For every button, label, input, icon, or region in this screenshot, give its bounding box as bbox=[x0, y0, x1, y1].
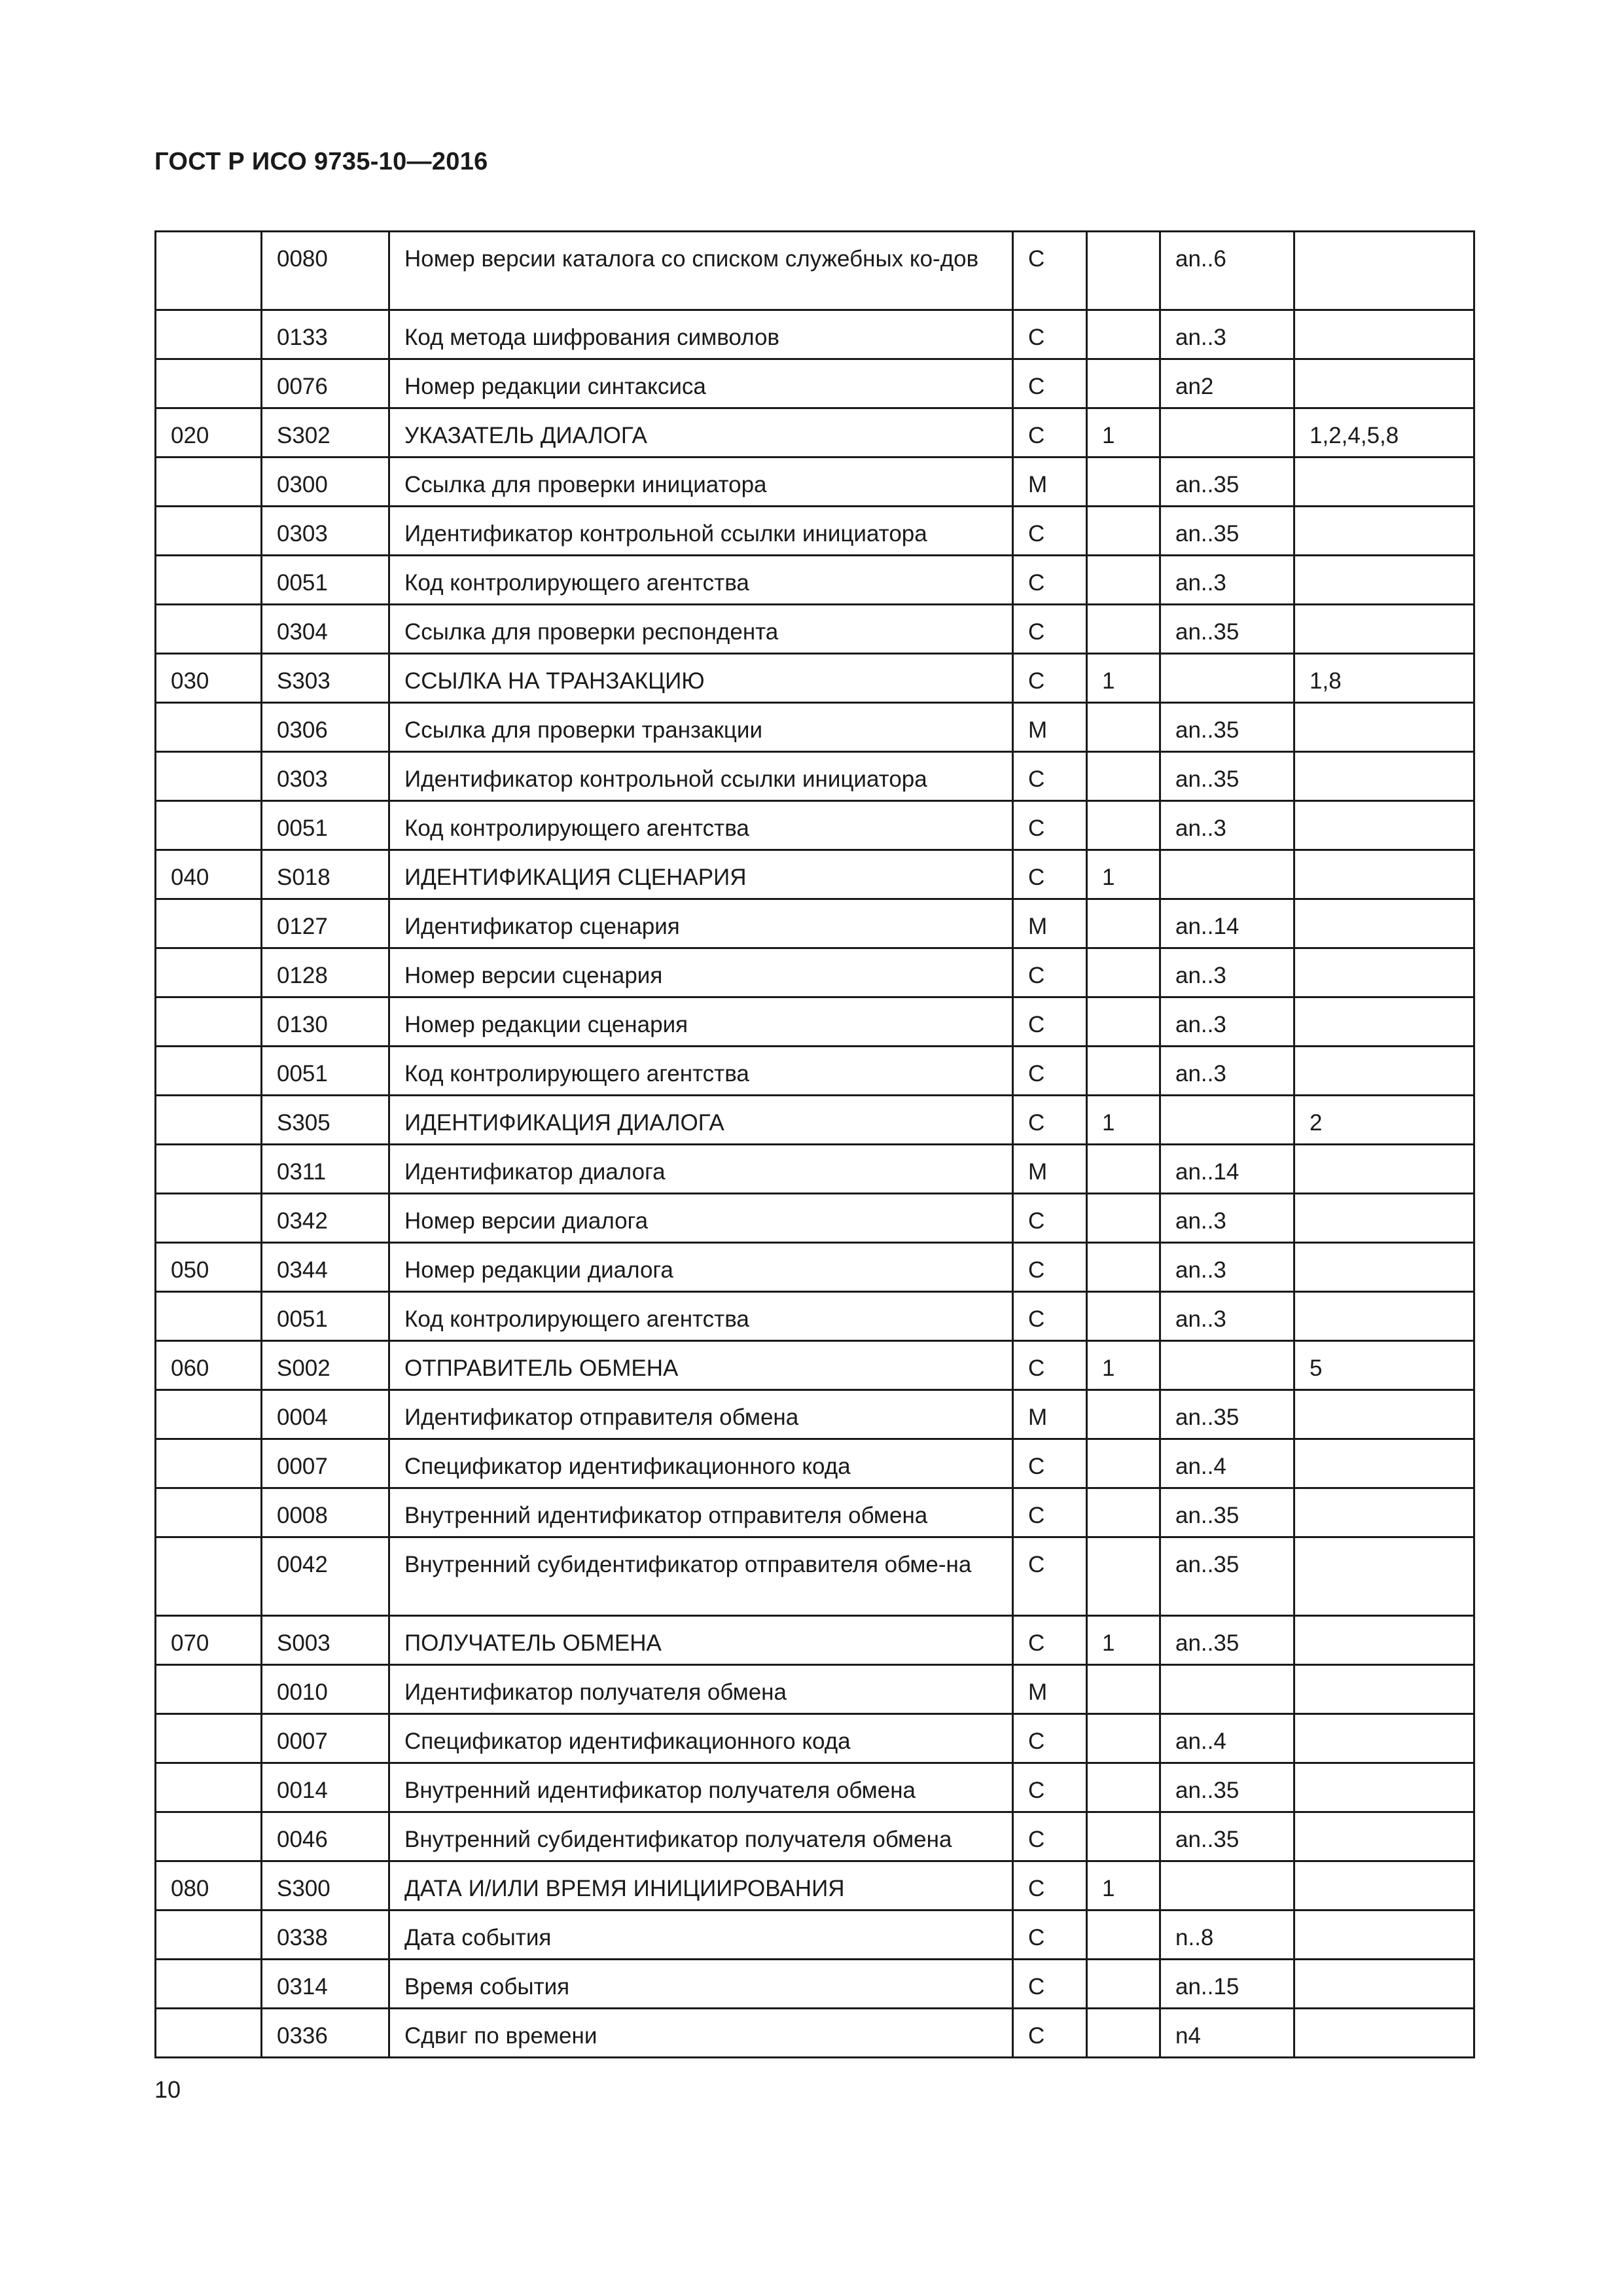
representation-cell bbox=[1160, 1341, 1294, 1390]
table-row bbox=[156, 1616, 1474, 1665]
position-cell: 040 bbox=[156, 850, 262, 899]
repetition-cell bbox=[1087, 1194, 1160, 1243]
status-cell: C bbox=[1013, 1616, 1087, 1665]
name-cell: Номер редакции сценария bbox=[389, 997, 1013, 1047]
tag-cell: S305 bbox=[262, 1096, 389, 1145]
status-cell: C bbox=[1013, 1714, 1087, 1763]
name-cell: Номер версии сценария bbox=[389, 948, 1013, 997]
notes-cell bbox=[1294, 1390, 1474, 1439]
notes-cell bbox=[1294, 1861, 1474, 1910]
name-cell: Код контролирующего агентства bbox=[389, 801, 1013, 850]
tag-cell: 0051 bbox=[262, 1047, 389, 1096]
notes-cell: 5 bbox=[1294, 1341, 1474, 1390]
repetition-cell bbox=[1087, 310, 1160, 359]
tag-cell: 0303 bbox=[262, 752, 389, 801]
status-cell: C bbox=[1013, 1047, 1087, 1096]
repetition-cell bbox=[1087, 2009, 1160, 2058]
status-cell: C bbox=[1013, 1910, 1087, 1960]
table-row bbox=[156, 1960, 1474, 2009]
notes-cell bbox=[1294, 1439, 1474, 1488]
notes-cell bbox=[1294, 1488, 1474, 1537]
tag-cell: S003 bbox=[262, 1616, 389, 1665]
repetition-cell bbox=[1087, 997, 1160, 1047]
name-cell: Ссылка для проверки инициатора bbox=[389, 457, 1013, 507]
position-cell bbox=[156, 1145, 262, 1194]
notes-cell bbox=[1294, 457, 1474, 507]
repetition-cell bbox=[1087, 899, 1160, 948]
notes-cell bbox=[1294, 1243, 1474, 1292]
position-cell: 050 bbox=[156, 1243, 262, 1292]
table-row bbox=[156, 1714, 1474, 1763]
repetition-cell: 1 bbox=[1087, 850, 1160, 899]
notes-cell bbox=[1294, 1910, 1474, 1960]
repetition-cell bbox=[1087, 1047, 1160, 1096]
status-cell: M bbox=[1013, 1390, 1087, 1439]
tag-cell: 0306 bbox=[262, 703, 389, 752]
position-cell bbox=[156, 1763, 262, 1812]
table-row bbox=[156, 1292, 1474, 1341]
tag-cell: S303 bbox=[262, 654, 389, 703]
position-cell: 080 bbox=[156, 1861, 262, 1910]
representation-cell: an..3 bbox=[1160, 801, 1294, 850]
tag-cell: 0338 bbox=[262, 1910, 389, 1960]
position-cell bbox=[156, 1194, 262, 1243]
tag-cell: S300 bbox=[262, 1861, 389, 1910]
notes-cell bbox=[1294, 2009, 1474, 2058]
table-row bbox=[156, 507, 1474, 556]
name-cell: Внутренний идентификатор отправителя обмена bbox=[389, 1488, 1013, 1537]
status-cell: C bbox=[1013, 310, 1087, 359]
position-cell: 020 bbox=[156, 408, 262, 457]
table-row bbox=[156, 1390, 1474, 1439]
tag-cell: 0051 bbox=[262, 1292, 389, 1341]
repetition-cell: 1 bbox=[1087, 1616, 1160, 1665]
position-cell bbox=[156, 1537, 262, 1616]
position-cell: 030 bbox=[156, 654, 262, 703]
notes-cell bbox=[1294, 948, 1474, 997]
representation-cell: an..35 bbox=[1160, 1812, 1294, 1861]
tag-cell: 0007 bbox=[262, 1714, 389, 1763]
name-cell: Номер редакции синтаксиса bbox=[389, 359, 1013, 408]
status-cell: C bbox=[1013, 507, 1087, 556]
position-cell bbox=[156, 457, 262, 507]
repetition-cell bbox=[1087, 359, 1160, 408]
representation-cell bbox=[1160, 408, 1294, 457]
representation-cell: an..3 bbox=[1160, 997, 1294, 1047]
table-row bbox=[156, 556, 1474, 605]
name-cell: Код контролирующего агентства bbox=[389, 1292, 1013, 1341]
status-cell: C bbox=[1013, 556, 1087, 605]
notes-cell bbox=[1294, 801, 1474, 850]
position-cell bbox=[156, 1390, 262, 1439]
name-cell: Внутренний субидентификатор получателя обмена bbox=[389, 1812, 1013, 1861]
notes-cell bbox=[1294, 359, 1474, 408]
table-row bbox=[156, 1488, 1474, 1537]
tag-cell: 0004 bbox=[262, 1390, 389, 1439]
tag-cell: 0128 bbox=[262, 948, 389, 997]
tag-cell: 0080 bbox=[262, 232, 389, 310]
tag-cell: 0008 bbox=[262, 1488, 389, 1537]
table-row bbox=[156, 1861, 1474, 1910]
notes-cell: 1,8 bbox=[1294, 654, 1474, 703]
position-cell bbox=[156, 1910, 262, 1960]
table-row bbox=[156, 1243, 1474, 1292]
status-cell: C bbox=[1013, 801, 1087, 850]
representation-cell bbox=[1160, 1665, 1294, 1714]
position-cell bbox=[156, 232, 262, 310]
name-cell: УКАЗАТЕЛЬ ДИАЛОГА bbox=[389, 408, 1013, 457]
representation-cell: an..14 bbox=[1160, 899, 1294, 948]
name-cell: Внутренний идентификатор получателя обмена bbox=[389, 1763, 1013, 1812]
name-cell: Номер версии диалога bbox=[389, 1194, 1013, 1243]
representation-cell: an..3 bbox=[1160, 1047, 1294, 1096]
notes-cell bbox=[1294, 1616, 1474, 1665]
table-row bbox=[156, 703, 1474, 752]
status-cell: M bbox=[1013, 457, 1087, 507]
representation-cell bbox=[1160, 850, 1294, 899]
position-cell bbox=[156, 1096, 262, 1145]
table-row bbox=[156, 801, 1474, 850]
tag-cell: 0007 bbox=[262, 1439, 389, 1488]
position-cell bbox=[156, 507, 262, 556]
status-cell: M bbox=[1013, 1665, 1087, 1714]
representation-cell: an..3 bbox=[1160, 1292, 1294, 1341]
repetition-cell: 1 bbox=[1087, 1861, 1160, 1910]
notes-cell bbox=[1294, 310, 1474, 359]
name-cell: Идентификатор получателя обмена bbox=[389, 1665, 1013, 1714]
notes-cell bbox=[1294, 1145, 1474, 1194]
table-row bbox=[156, 997, 1474, 1047]
position-cell bbox=[156, 605, 262, 654]
status-cell: C bbox=[1013, 1292, 1087, 1341]
name-cell: Идентификатор сценария bbox=[389, 899, 1013, 948]
repetition-cell bbox=[1087, 457, 1160, 507]
name-cell: ССЫЛКА НА ТРАНЗАКЦИЮ bbox=[389, 654, 1013, 703]
notes-cell bbox=[1294, 1537, 1474, 1616]
status-cell: C bbox=[1013, 605, 1087, 654]
name-cell: Код контролирующего агентства bbox=[389, 556, 1013, 605]
table-row bbox=[156, 752, 1474, 801]
tag-cell: 0304 bbox=[262, 605, 389, 654]
tag-cell: 0342 bbox=[262, 1194, 389, 1243]
tag-cell: 0300 bbox=[262, 457, 389, 507]
status-cell: C bbox=[1013, 1861, 1087, 1910]
representation-cell: an..3 bbox=[1160, 556, 1294, 605]
tag-cell: 0046 bbox=[262, 1812, 389, 1861]
status-cell: C bbox=[1013, 1763, 1087, 1812]
position-cell bbox=[156, 1812, 262, 1861]
notes-cell bbox=[1294, 605, 1474, 654]
notes-cell bbox=[1294, 1194, 1474, 1243]
table-row bbox=[156, 232, 1474, 310]
repetition-cell bbox=[1087, 948, 1160, 997]
representation-cell bbox=[1160, 1096, 1294, 1145]
tag-cell: 0014 bbox=[262, 1763, 389, 1812]
notes-cell bbox=[1294, 850, 1474, 899]
tag-cell: S302 bbox=[262, 408, 389, 457]
status-cell: C bbox=[1013, 1194, 1087, 1243]
table-row bbox=[156, 1145, 1474, 1194]
repetition-cell bbox=[1087, 703, 1160, 752]
representation-cell: an..4 bbox=[1160, 1439, 1294, 1488]
tag-cell: S018 bbox=[262, 850, 389, 899]
name-cell: ИДЕНТИФИКАЦИЯ ДИАЛОГА bbox=[389, 1096, 1013, 1145]
table-row bbox=[156, 2009, 1474, 2058]
repetition-cell bbox=[1087, 1243, 1160, 1292]
name-cell: ПОЛУЧАТЕЛЬ ОБМЕНА bbox=[389, 1616, 1013, 1665]
tag-cell: 0127 bbox=[262, 899, 389, 948]
tag-cell: 0051 bbox=[262, 801, 389, 850]
notes-cell bbox=[1294, 703, 1474, 752]
status-cell: C bbox=[1013, 2009, 1087, 2058]
position-cell bbox=[156, 1488, 262, 1537]
tag-cell: 0051 bbox=[262, 556, 389, 605]
status-cell: C bbox=[1013, 1439, 1087, 1488]
tag-cell: 0133 bbox=[262, 310, 389, 359]
position-cell: 070 bbox=[156, 1616, 262, 1665]
table-row bbox=[156, 1439, 1474, 1488]
table-row bbox=[156, 1341, 1474, 1390]
representation-cell: an..35 bbox=[1160, 1488, 1294, 1537]
name-cell: Ссылка для проверки респондента bbox=[389, 605, 1013, 654]
name-cell: Идентификатор контрольной ссылки инициатора bbox=[389, 507, 1013, 556]
repetition-cell bbox=[1087, 1960, 1160, 2009]
repetition-cell bbox=[1087, 1910, 1160, 1960]
position-cell bbox=[156, 1714, 262, 1763]
status-cell: C bbox=[1013, 1488, 1087, 1537]
table-row bbox=[156, 457, 1474, 507]
tag-cell: 0130 bbox=[262, 997, 389, 1047]
status-cell: C bbox=[1013, 232, 1087, 310]
table-row bbox=[156, 1812, 1474, 1861]
tag-cell: 0076 bbox=[262, 359, 389, 408]
name-cell: Спецификатор идентификационного кода bbox=[389, 1714, 1013, 1763]
position-cell bbox=[156, 556, 262, 605]
status-cell: C bbox=[1013, 1243, 1087, 1292]
table-row bbox=[156, 359, 1474, 408]
status-cell: C bbox=[1013, 948, 1087, 997]
tag-cell: 0311 bbox=[262, 1145, 389, 1194]
status-cell: C bbox=[1013, 1341, 1087, 1390]
status-cell: C bbox=[1013, 1960, 1087, 2009]
name-cell: Номер редакции диалога bbox=[389, 1243, 1013, 1292]
notes-cell: 1,2,4,5,8 bbox=[1294, 408, 1474, 457]
position-cell bbox=[156, 703, 262, 752]
table-row bbox=[156, 1763, 1474, 1812]
repetition-cell bbox=[1087, 801, 1160, 850]
name-cell: Идентификатор контрольной ссылки инициатора bbox=[389, 752, 1013, 801]
representation-cell: an..35 bbox=[1160, 703, 1294, 752]
name-cell: Код контролирующего агентства bbox=[389, 1047, 1013, 1096]
position-cell bbox=[156, 948, 262, 997]
notes-cell bbox=[1294, 1665, 1474, 1714]
status-cell: C bbox=[1013, 408, 1087, 457]
table-row bbox=[156, 948, 1474, 997]
position-cell bbox=[156, 899, 262, 948]
name-cell: Номер версии каталога со списком служебных ко-дов bbox=[389, 232, 1013, 310]
notes-cell bbox=[1294, 1812, 1474, 1861]
status-cell: C bbox=[1013, 654, 1087, 703]
table-row bbox=[156, 1910, 1474, 1960]
position-cell bbox=[156, 1960, 262, 2009]
representation-cell: an..3 bbox=[1160, 310, 1294, 359]
position-cell bbox=[156, 359, 262, 408]
table-row bbox=[156, 850, 1474, 899]
tag-cell: 0344 bbox=[262, 1243, 389, 1292]
repetition-cell bbox=[1087, 1145, 1160, 1194]
notes-cell bbox=[1294, 997, 1474, 1047]
representation-cell: an..3 bbox=[1160, 1243, 1294, 1292]
position-cell bbox=[156, 2009, 262, 2058]
position-cell bbox=[156, 1047, 262, 1096]
repetition-cell bbox=[1087, 1390, 1160, 1439]
representation-cell: an..35 bbox=[1160, 457, 1294, 507]
status-cell: C bbox=[1013, 752, 1087, 801]
representation-cell: an..3 bbox=[1160, 948, 1294, 997]
notes-cell: 2 bbox=[1294, 1096, 1474, 1145]
representation-cell: an..35 bbox=[1160, 1616, 1294, 1665]
notes-cell bbox=[1294, 1763, 1474, 1812]
name-cell: Ссылка для проверки транзакции bbox=[389, 703, 1013, 752]
segment-data-element-table bbox=[154, 230, 1475, 2058]
notes-cell bbox=[1294, 752, 1474, 801]
name-cell: Внутренний субидентификатор отправителя обме-на bbox=[389, 1537, 1013, 1616]
status-cell: M bbox=[1013, 899, 1087, 948]
position-cell bbox=[156, 1665, 262, 1714]
notes-cell bbox=[1294, 232, 1474, 310]
repetition-cell: 1 bbox=[1087, 654, 1160, 703]
repetition-cell bbox=[1087, 1763, 1160, 1812]
representation-cell: an..35 bbox=[1160, 507, 1294, 556]
table-row bbox=[156, 408, 1474, 457]
representation-cell: an..35 bbox=[1160, 752, 1294, 801]
status-cell: C bbox=[1013, 997, 1087, 1047]
repetition-cell: 1 bbox=[1087, 408, 1160, 457]
repetition-cell bbox=[1087, 1488, 1160, 1537]
notes-cell bbox=[1294, 1960, 1474, 2009]
table-row bbox=[156, 1194, 1474, 1243]
notes-cell bbox=[1294, 1714, 1474, 1763]
representation-cell: an..4 bbox=[1160, 1714, 1294, 1763]
notes-cell bbox=[1294, 899, 1474, 948]
representation-cell: an..35 bbox=[1160, 1537, 1294, 1616]
table-row bbox=[156, 654, 1474, 703]
representation-cell: an..35 bbox=[1160, 1390, 1294, 1439]
name-cell: ДАТА И/ИЛИ ВРЕМЯ ИНИЦИИРОВАНИЯ bbox=[389, 1861, 1013, 1910]
name-cell: Идентификатор отправителя обмена bbox=[389, 1390, 1013, 1439]
table-row bbox=[156, 310, 1474, 359]
position-cell bbox=[156, 752, 262, 801]
repetition-cell bbox=[1087, 752, 1160, 801]
representation-cell: an..35 bbox=[1160, 1763, 1294, 1812]
representation-cell: n..8 bbox=[1160, 1910, 1294, 1960]
repetition-cell bbox=[1087, 507, 1160, 556]
name-cell: Код метода шифрования символов bbox=[389, 310, 1013, 359]
name-cell: Сдвиг по времени bbox=[389, 2009, 1013, 2058]
tag-cell: 0336 bbox=[262, 2009, 389, 2058]
status-cell: M bbox=[1013, 1145, 1087, 1194]
repetition-cell bbox=[1087, 1665, 1160, 1714]
table-row bbox=[156, 1047, 1474, 1096]
document-header: ГОСТ Р ИСО 9735-10—2016 bbox=[154, 148, 488, 175]
status-cell: C bbox=[1013, 1812, 1087, 1861]
status-cell: C bbox=[1013, 1537, 1087, 1616]
tag-cell: 0314 bbox=[262, 1960, 389, 2009]
position-cell bbox=[156, 997, 262, 1047]
name-cell: Дата события bbox=[389, 1910, 1013, 1960]
position-cell bbox=[156, 1439, 262, 1488]
status-cell: C bbox=[1013, 850, 1087, 899]
name-cell: Спецификатор идентификационного кода bbox=[389, 1439, 1013, 1488]
repetition-cell bbox=[1087, 556, 1160, 605]
table-row bbox=[156, 1537, 1474, 1616]
repetition-cell bbox=[1087, 1439, 1160, 1488]
tag-cell: 0042 bbox=[262, 1537, 389, 1616]
name-cell: ОТПРАВИТЕЛЬ ОБМЕНА bbox=[389, 1341, 1013, 1390]
representation-cell: n4 bbox=[1160, 2009, 1294, 2058]
position-cell bbox=[156, 1292, 262, 1341]
notes-cell bbox=[1294, 1292, 1474, 1341]
representation-cell: an..6 bbox=[1160, 232, 1294, 310]
position-cell: 060 bbox=[156, 1341, 262, 1390]
repetition-cell bbox=[1087, 232, 1160, 310]
table-row bbox=[156, 899, 1474, 948]
name-cell: Время события bbox=[389, 1960, 1013, 2009]
tag-cell: 0010 bbox=[262, 1665, 389, 1714]
notes-cell bbox=[1294, 507, 1474, 556]
representation-cell: an..14 bbox=[1160, 1145, 1294, 1194]
representation-cell: an..3 bbox=[1160, 1194, 1294, 1243]
position-cell bbox=[156, 310, 262, 359]
repetition-cell bbox=[1087, 1537, 1160, 1616]
tag-cell: S002 bbox=[262, 1341, 389, 1390]
repetition-cell: 1 bbox=[1087, 1096, 1160, 1145]
repetition-cell bbox=[1087, 1292, 1160, 1341]
table-row bbox=[156, 1096, 1474, 1145]
repetition-cell bbox=[1087, 1812, 1160, 1861]
representation-cell bbox=[1160, 1861, 1294, 1910]
notes-cell bbox=[1294, 556, 1474, 605]
table-row bbox=[156, 605, 1474, 654]
representation-cell: an..15 bbox=[1160, 1960, 1294, 2009]
name-cell: Идентификатор диалога bbox=[389, 1145, 1013, 1194]
position-cell bbox=[156, 801, 262, 850]
repetition-cell: 1 bbox=[1087, 1341, 1160, 1390]
page-number: 10 bbox=[154, 2076, 181, 2103]
name-cell: ИДЕНТИФИКАЦИЯ СЦЕНАРИЯ bbox=[389, 850, 1013, 899]
status-cell: C bbox=[1013, 1096, 1087, 1145]
status-cell: C bbox=[1013, 359, 1087, 408]
repetition-cell bbox=[1087, 605, 1160, 654]
representation-cell bbox=[1160, 654, 1294, 703]
status-cell: M bbox=[1013, 703, 1087, 752]
tag-cell: 0303 bbox=[262, 507, 389, 556]
table-row bbox=[156, 1665, 1474, 1714]
notes-cell bbox=[1294, 1047, 1474, 1096]
repetition-cell bbox=[1087, 1714, 1160, 1763]
representation-cell: an..35 bbox=[1160, 605, 1294, 654]
representation-cell: an2 bbox=[1160, 359, 1294, 408]
